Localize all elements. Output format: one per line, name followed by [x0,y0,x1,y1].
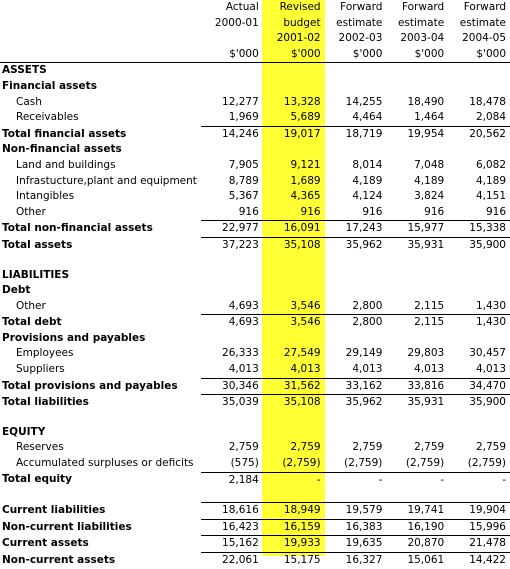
total-label: Non-current liabilities [2,520,132,533]
value-cell: 1,969 [228,111,259,124]
col-header: 2000-01 [214,16,259,29]
value-cell: 37,223 [201,237,263,253]
value-cell: 2,759 [475,441,506,454]
total-label: Total financial assets [2,127,127,140]
value-cell: 4,693 [228,299,259,312]
value-cell: 18,949 [263,503,325,520]
section-heading: LIABILITIES [2,268,70,281]
spacer-row [0,488,510,503]
value-cell: 13,328 [283,95,321,108]
value-cell: 4,013 [290,363,321,376]
table-row [0,346,510,362]
value-cell: 22,977 [201,221,263,238]
value-cell: 15,061 [386,553,448,569]
col-header: Actual [225,1,259,13]
group-heading-row [0,79,510,95]
table-row [0,299,510,315]
value-cell: 35,962 [325,395,387,411]
value-cell: 2,759 [414,441,445,454]
group-heading: Non-financial assets [2,143,122,156]
value-cell: 19,741 [386,503,448,520]
value-cell: 916 [300,205,321,218]
col-header: Forward [401,1,445,13]
col-header: 2002-03 [338,32,383,45]
value-cell: 916 [362,205,383,218]
value-cell: 8,014 [352,158,383,171]
value-cell: 4,013 [352,363,383,376]
value-cell: 3,546 [290,299,321,312]
value-cell: 3,546 [263,315,325,331]
col-unit: $'000 [448,47,510,63]
section-heading: ASSETS [2,64,47,77]
value-cell: 2,184 [201,472,263,488]
value-cell: 35,962 [325,237,387,253]
col-unit: $'000 [263,47,325,63]
value-cell: 35,108 [263,395,325,411]
col-header: 2003-04 [400,32,445,45]
value-cell: 5,689 [290,111,321,124]
row-label: Other [16,299,46,312]
value-cell: 4,013 [414,363,445,376]
value-cell: (575) [230,457,259,470]
value-cell: 7,048 [414,158,445,171]
header-row-2 [0,16,510,32]
value-cell: 35,108 [263,237,325,253]
table-row [0,110,510,126]
table-row [0,174,510,190]
value-cell: 4,151 [475,190,506,203]
value-cell: 1,464 [414,111,445,124]
value-cell: 1,430 [475,299,506,312]
value-cell: 20,870 [386,536,448,553]
value-cell: 31,562 [263,378,325,395]
value-cell: 14,255 [345,95,383,108]
value-cell: 19,933 [263,536,325,553]
col-header: 2004-05 [462,32,506,45]
group-heading: Financial assets [2,79,97,92]
value-cell: 19,017 [263,126,325,142]
col-header: Revised [279,1,321,13]
value-cell: (2,759) [282,457,321,470]
value-cell: 2,115 [414,299,445,312]
total-row [0,519,510,536]
value-cell: 18,719 [325,126,387,142]
row-label: Land and buildings [16,158,116,171]
value-cell: - [325,472,387,488]
value-cell: 1,430 [448,315,510,331]
value-cell: (2,759) [344,457,383,470]
value-cell: 2,800 [325,315,387,331]
section-heading-row [0,63,510,79]
total-row [0,126,510,142]
total-row [0,503,510,520]
value-cell: 18,490 [407,95,445,108]
header-row-1 [0,0,510,16]
value-cell: 16,091 [263,221,325,238]
table-row [0,95,510,111]
total-label: Total debt [2,316,62,329]
value-cell: 18,478 [469,95,506,108]
col-unit: $'000 [386,47,448,63]
total-row [0,553,510,569]
value-cell: 30,346 [201,378,263,395]
value-cell: 15,996 [448,519,510,536]
value-cell: 21,478 [448,536,510,553]
total-label: Total liabilities [2,396,89,408]
value-cell: 4,124 [352,190,383,203]
value-cell: 19,954 [386,126,448,142]
row-label: Cash [16,95,42,108]
table-row [0,362,510,378]
value-cell: 16,327 [325,553,387,569]
value-cell: 19,904 [448,503,510,520]
value-cell: 14,422 [448,553,510,569]
value-cell: - [263,472,325,488]
total-row [0,237,510,253]
section-heading: EQUITY [2,425,46,438]
value-cell: 2,759 [352,441,383,454]
total-row [0,395,510,411]
value-cell: 35,931 [386,237,448,253]
value-cell: - [386,472,448,488]
col-header: budget [283,16,321,29]
row-label: Receivables [16,111,79,124]
value-cell: 4,013 [228,363,259,376]
group-heading: Debt [2,284,31,297]
value-cell: (2,759) [467,457,506,470]
section-heading-row [0,425,510,441]
total-label: Total non-financial assets [2,222,153,235]
value-cell: 12,277 [222,95,259,108]
row-label: Reserves [16,441,64,454]
col-header: Forward [340,1,383,13]
total-row [0,221,510,238]
section-heading-row [0,268,510,284]
value-cell: 35,900 [448,237,510,253]
value-cell: 2,084 [475,111,506,124]
value-cell: (2,759) [405,457,445,470]
value-cell: 27,549 [283,347,321,360]
value-cell: 916 [485,205,506,218]
table-row [0,158,510,174]
group-heading-row [0,283,510,299]
value-cell: 33,816 [386,378,448,395]
col-header: Forward [463,1,506,13]
value-cell: 4,189 [414,174,445,187]
col-unit: $'000 [325,47,387,63]
total-row [0,378,510,395]
table-row [0,440,510,456]
total-label: Non-current assets [2,553,116,566]
value-cell: 33,162 [325,378,387,395]
value-cell: 20,562 [448,126,510,142]
value-cell: 4,013 [475,363,506,376]
total-row [0,315,510,331]
value-cell: 34,470 [448,378,510,395]
value-cell: 5,367 [228,190,259,203]
value-cell: 26,333 [222,347,259,360]
value-cell: 2,115 [386,315,448,331]
table-row [0,456,510,472]
col-unit: $'000 [201,47,263,63]
value-cell: 16,383 [325,519,387,536]
col-header: estimate [397,16,445,29]
spacer-row [0,411,510,425]
total-label: Total assets [2,238,73,251]
value-cell: 1,689 [290,174,321,187]
value-cell: 916 [424,205,445,218]
group-heading-row [0,142,510,158]
value-cell: 19,635 [325,536,387,553]
value-cell: 14,246 [201,126,263,142]
total-label: Current assets [2,537,89,550]
row-label: Other [16,205,46,218]
table-row [0,205,510,221]
value-cell: 16,190 [386,519,448,536]
value-cell: 4,189 [352,174,383,187]
group-heading-row [0,331,510,347]
value-cell: 2,800 [352,299,383,312]
value-cell: 15,162 [201,536,263,553]
value-cell: 35,039 [201,395,263,411]
spacer-row [0,254,510,268]
value-cell: 916 [238,205,259,218]
value-cell: 4,464 [352,111,383,124]
total-label: Current liabilities [2,504,106,517]
total-row [0,536,510,553]
total-label: Total equity [2,473,72,486]
value-cell: 9,121 [290,158,321,171]
value-cell: 8,789 [228,174,259,187]
value-cell: 29,149 [345,347,383,360]
value-cell: 6,082 [475,158,506,171]
value-cell: 4,693 [201,315,263,331]
value-cell: 29,803 [407,347,445,360]
value-cell: 2,759 [228,441,259,454]
row-label: Employees [16,347,74,360]
col-header: estimate [336,16,383,29]
value-cell: - [448,472,510,488]
value-cell: 3,824 [414,190,445,203]
row-label: Infrastucture,plant and equipment [16,174,197,187]
value-cell: 35,900 [448,395,510,411]
row-label: Intangibles [16,190,75,203]
value-cell: 30,457 [469,347,506,360]
total-label: Total provisions and payables [2,379,178,392]
row-label: Suppliers [16,363,65,376]
value-cell: 4,365 [290,190,321,203]
value-cell: 22,061 [201,553,263,569]
col-header: estimate [459,16,506,29]
total-row [0,472,510,488]
value-cell: 18,616 [201,503,263,520]
value-cell: 17,243 [325,221,387,238]
header-row-units [0,47,510,63]
row-label: Accumulated surpluses or deficits [16,457,194,470]
value-cell: 35,931 [386,395,448,411]
value-cell: 15,175 [263,553,325,569]
value-cell: 15,977 [386,221,448,238]
value-cell: 7,905 [228,158,259,171]
table-row [0,189,510,205]
value-cell: 2,759 [290,441,321,454]
value-cell: 16,423 [201,519,263,536]
col-header: 2001-02 [276,32,321,45]
group-heading: Provisions and payables [2,331,146,344]
value-cell: 15,338 [448,221,510,238]
value-cell: 4,189 [475,174,506,187]
value-cell: 19,579 [325,503,387,520]
value-cell: 16,159 [263,519,325,536]
header-row-3 [0,31,510,47]
